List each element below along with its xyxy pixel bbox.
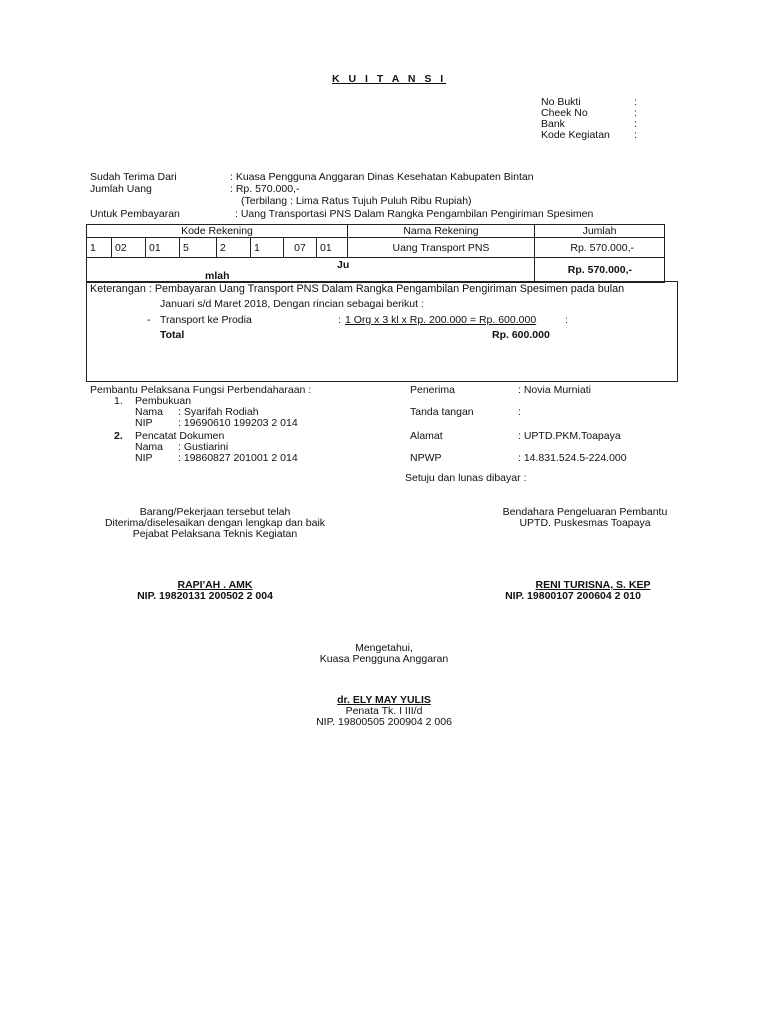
nip-label-2: NIP [135, 452, 153, 464]
amount-value: : Rp. 570.000,- [230, 183, 300, 195]
item-end-colon: : [565, 314, 568, 326]
document-title: K U I T A N S I [332, 73, 447, 85]
item-colon: : [338, 314, 341, 326]
left-signer-nip: NIP. 19820131 200502 2 004 [137, 590, 273, 602]
pembantu-role-2: Pencatat Dokumen [135, 430, 225, 442]
bottom-signer-rank: Penata Tk. I III/d [345, 705, 423, 717]
header-jumlah: Jumlah [535, 225, 665, 238]
amount-label: Jumlah Uang [90, 183, 152, 195]
code-cell: 2 [217, 238, 251, 258]
right-sign-line2: UPTD. Puskesmas Toapaya [519, 517, 651, 529]
keterangan-total-label: Total [160, 329, 185, 341]
from-value: : Kuasa Pengguna Anggaran Dinas Kesehatan Kabupaten Bintan [230, 171, 534, 183]
right-signer-nip: NIP. 19800107 200604 2 010 [505, 590, 641, 602]
penerima-value: : Novia Murniati [518, 384, 591, 396]
alamat-value: : UPTD.PKM.Toapaya [518, 430, 621, 442]
pembantu-number-2: 2. [114, 430, 123, 442]
jumlah-cell: Rp. 570.000,- [535, 238, 665, 258]
bank-colon: : [634, 118, 637, 130]
nip-value-1: : 19690610 199203 2 014 [178, 417, 298, 429]
nip-value-2: : 19860827 201001 2 014 [178, 452, 298, 464]
code-cell: 1 [251, 238, 284, 258]
bottom-sign-line1: Mengetahui, [355, 642, 413, 654]
purpose-value: : Uang Transportasi PNS Dalam Rangka Pengambilan Pengiriman Spesimen [235, 208, 594, 220]
nama-value-2: : Gustiarini [178, 441, 229, 453]
keterangan-line2: Januari s/d Maret 2018, Dengan rincian sebagai berikut : [160, 298, 424, 310]
item-dash: - [147, 314, 151, 326]
npwp-value: : 14.831.524.5-224.000 [518, 452, 627, 464]
code-cell: 01 [317, 238, 348, 258]
bottom-signer-name: dr. ELY MAY YULIS [337, 694, 431, 706]
amount-spelled: (Terbilang : Lima Ratus Tujuh Puluh Ribu Rupiah) [241, 195, 472, 207]
header-kode-rekening: Kode Rekening [87, 225, 348, 238]
code-cell: 02 [112, 238, 146, 258]
pembantu-number-1: 1. [114, 395, 123, 407]
tanda-tangan-value: : [518, 406, 521, 418]
total-label-part1: Ju [337, 259, 350, 271]
cheek-no-label: Cheek No [541, 107, 588, 119]
pembantu-heading: Pembantu Pelaksana Fungsi Perbendaharaan : [90, 384, 312, 396]
item-calculation: 1 Org x 3 kl x Rp. 200.000 = Rp. 600.000 [345, 314, 537, 326]
total-label-part2: mlah [205, 270, 230, 282]
bank-label: Bank [541, 118, 565, 130]
left-sign-line2: Diterima/diselesaikan dengan lengkap dan baik [104, 517, 326, 529]
total-label-cell [87, 258, 535, 283]
setuju-text: Setuju dan lunas dibayar : [405, 472, 527, 484]
left-sign-line3: Pejabat Pelaksana Teknis Kegiatan [132, 528, 298, 540]
pembantu-role-1: Pembukuan [135, 395, 192, 407]
nama-label-2: Nama [135, 441, 164, 453]
keterangan-line1: Keterangan : Pembayaran Uang Transport PNS Dalam Rangka Pengambilan Pengiriman Spesimen pada bulan [90, 283, 625, 295]
right-sign-line1: Bendahara Pengeluaran Pembantu [502, 506, 668, 518]
bottom-sign-line2: Kuasa Pengguna Anggaran [319, 653, 449, 665]
alamat-label: Alamat [410, 430, 443, 442]
right-signer-name: RENI TURISNA, S. KEP [535, 579, 651, 591]
cheek-no-colon: : [634, 107, 637, 119]
code-cell: 07 [284, 238, 317, 258]
from-label: Sudah Terima Dari [90, 171, 177, 183]
kode-kegiatan-label: Kode Kegiatan [541, 129, 610, 141]
left-signer-name: RAPI'AH . AMK [177, 579, 253, 591]
bottom-signer-nip: NIP. 19800505 200904 2 006 [316, 716, 452, 728]
header-nama-rekening: Nama Rekening [348, 225, 535, 238]
nama-rekening-cell: Uang Transport PNS [348, 238, 535, 258]
no-bukti-label: No Bukti [541, 96, 581, 108]
keterangan-total-value: Rp. 600.000 [492, 329, 550, 341]
code-cell: 1 [87, 238, 112, 258]
tanda-tangan-label: Tanda tangan [410, 406, 474, 418]
nama-label-1: Nama [135, 406, 164, 418]
npwp-label: NPWP [410, 452, 442, 464]
left-sign-line1: Barang/Pekerjaan tersebut telah [139, 506, 291, 518]
total-value-cell: Rp. 570.000,- [535, 258, 665, 283]
no-bukti-colon: : [634, 96, 637, 108]
kode-kegiatan-colon: : [634, 129, 637, 141]
code-cell: 5 [180, 238, 217, 258]
account-table [86, 224, 665, 283]
nip-label-1: NIP [135, 417, 153, 429]
item-label: Transport ke Prodia [160, 314, 252, 326]
code-cell: 01 [146, 238, 180, 258]
nama-value-1: : Syarifah Rodiah [178, 406, 259, 418]
penerima-label: Penerima [410, 384, 455, 396]
purpose-label: Untuk Pembayaran [90, 208, 180, 220]
